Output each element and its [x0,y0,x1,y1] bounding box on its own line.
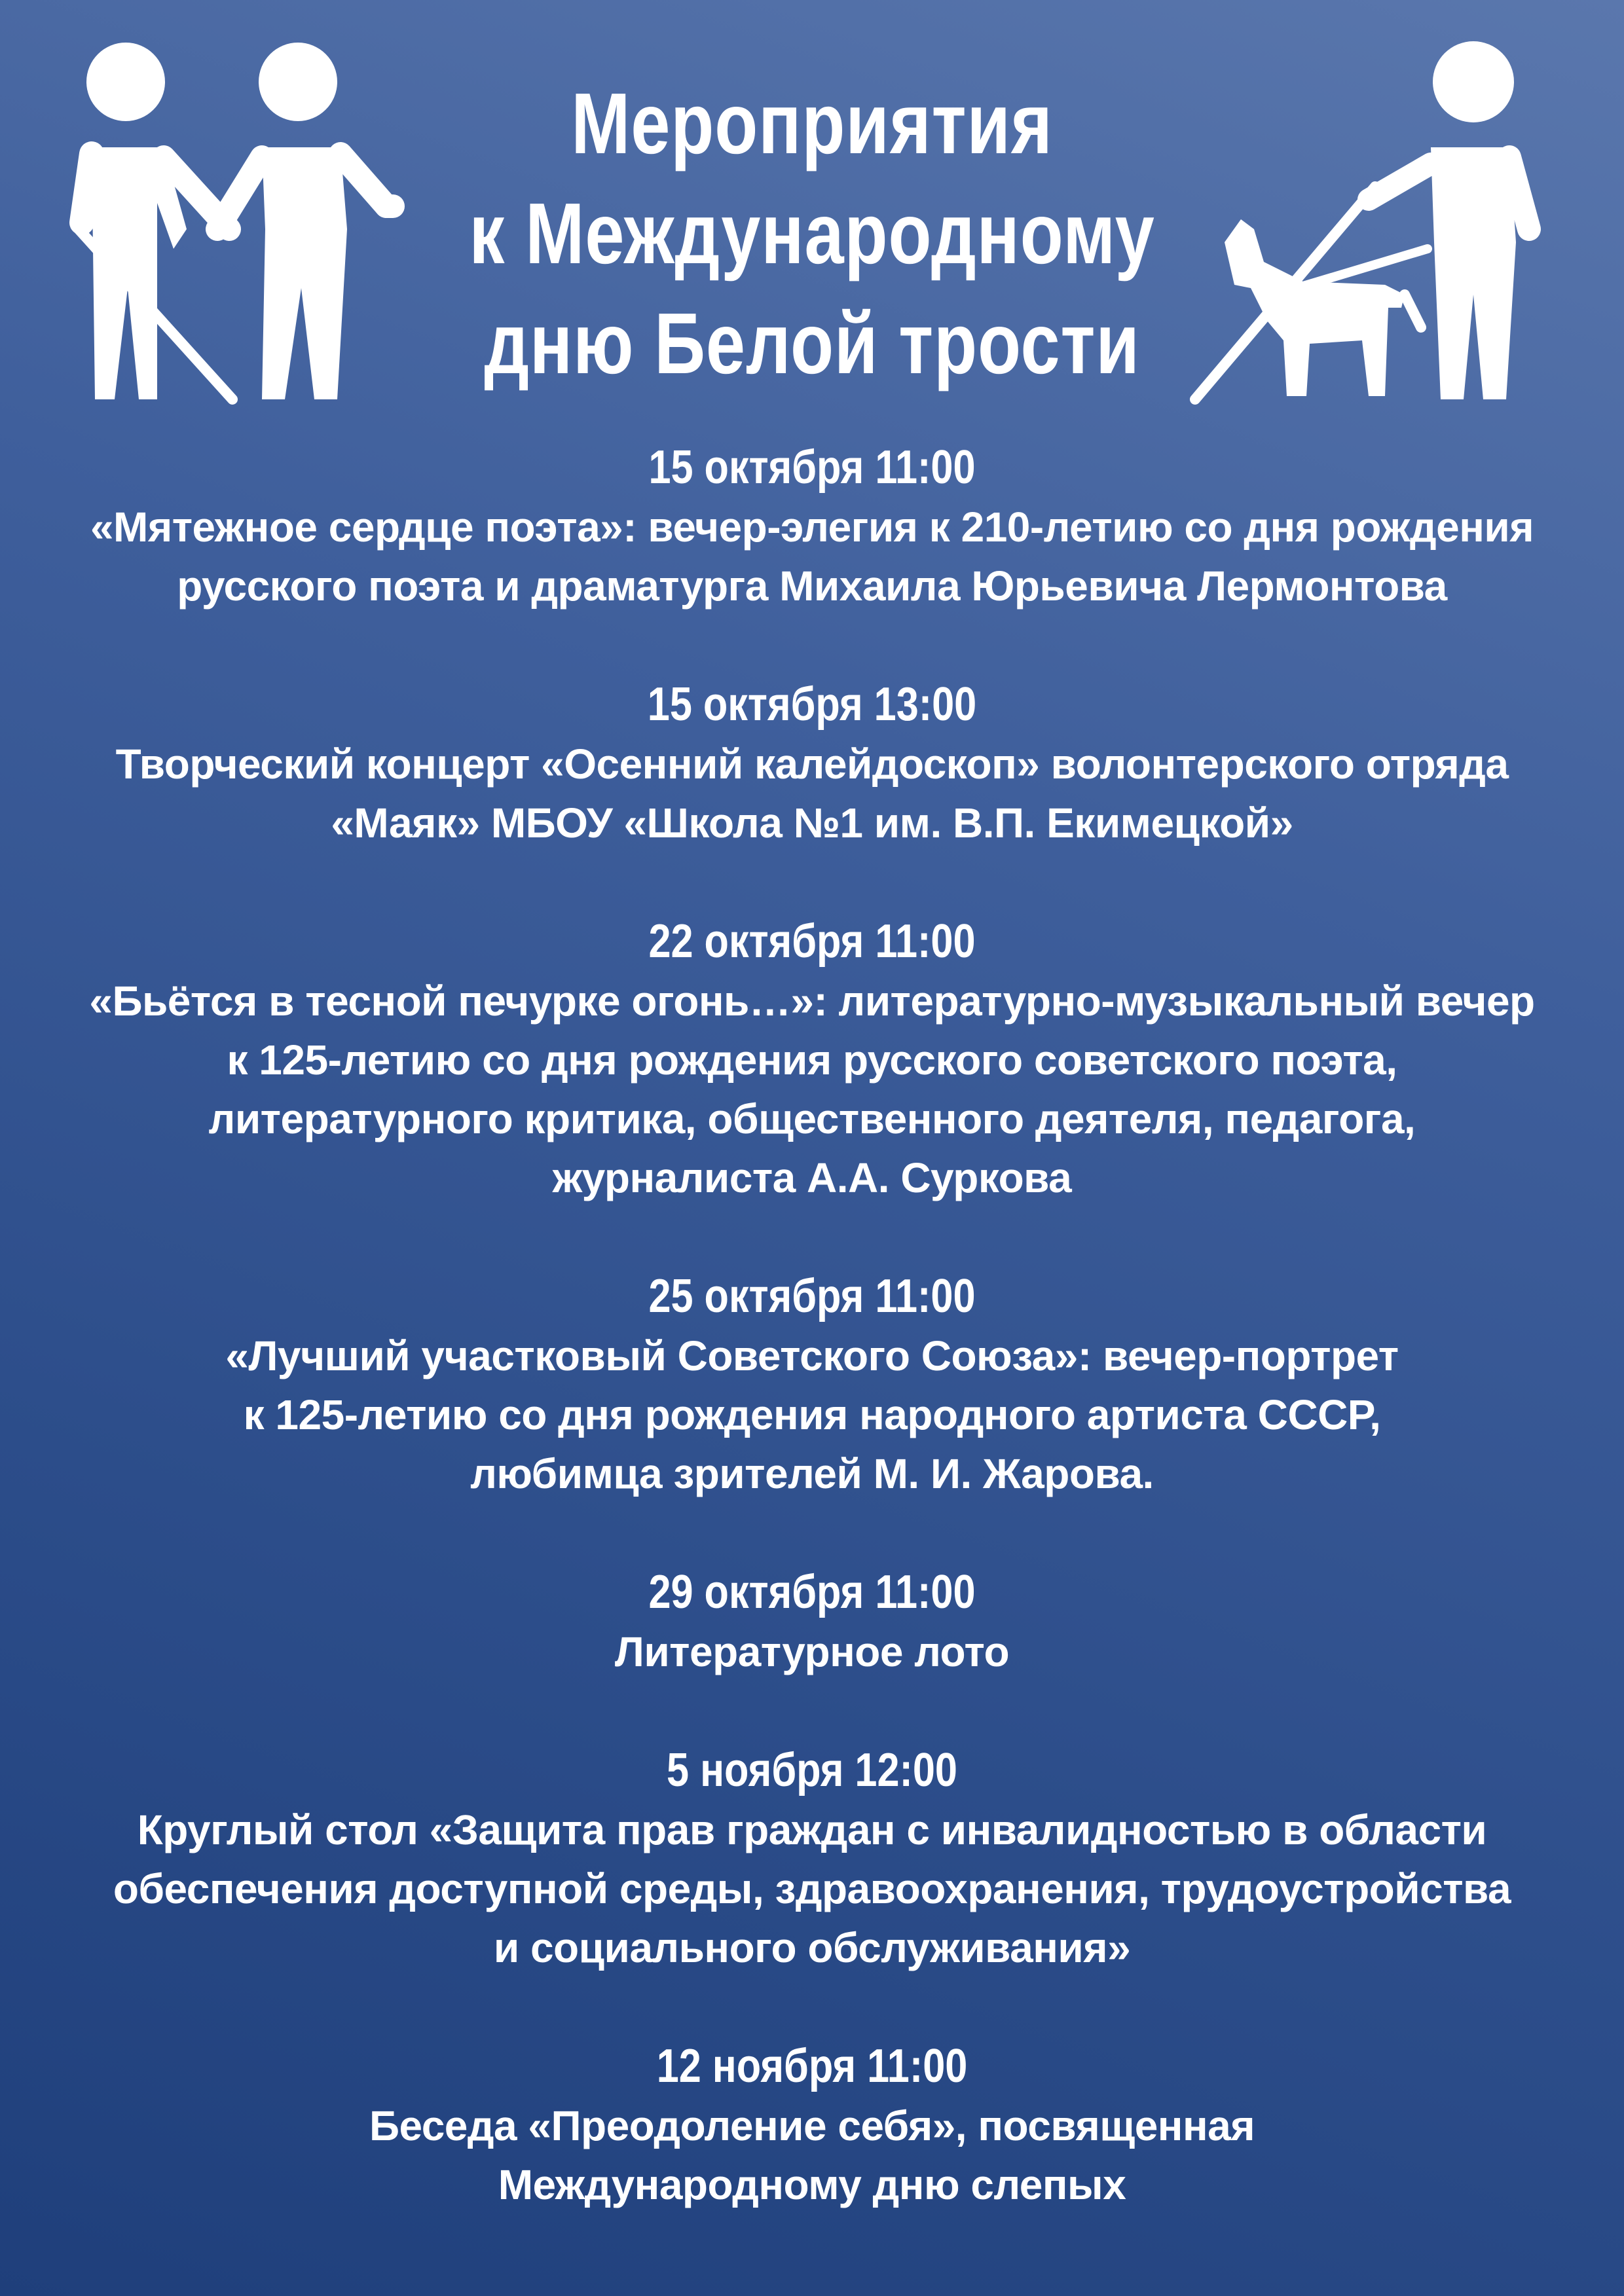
event-description-line: и социального обслуживания» [493,1924,1131,1971]
event-description-line: литературного критика, общественного деятеля, педагога, [208,1095,1416,1142]
event-description-line: Творческий концерт «Осенний калейдоскоп» волонтерского отряда [115,740,1509,788]
event-description [52,498,1572,615]
events-list [52,437,1572,2273]
event-description [52,2096,1572,2214]
event-description-line: к 125-летию со дня рождения народного артиста СССР, [243,1391,1381,1438]
blind-person-with-guide-icon [65,33,406,412]
event-description-line: Международному дню слепых [498,2161,1126,2208]
page-title [468,69,1156,399]
event-date: 22 октября 11:00 [648,915,976,968]
event-description [52,1622,1572,1681]
event-description-line: Литературное лото [614,1628,1010,1675]
event-date: 15 октября 11:00 [648,441,976,494]
event-item [52,1562,1572,1681]
event-description-line: «Маяк» МБОУ «Школа №1 им. В.П. Екимецкой» [331,799,1293,847]
event-description-line: Беседа «Преодоление себя», посвященная [369,2102,1255,2149]
event-date: 15 октября 13:00 [647,678,977,731]
event-item [52,674,1572,852]
event-item [52,437,1572,615]
event-description-line: журналиста А.А. Суркова [552,1154,1072,1201]
event-date: 12 ноября 11:00 [656,2040,968,2092]
event-description [52,972,1572,1207]
event-description-line: русского поэта и драматурга Михаила Юрьевича Лермонтова [177,562,1447,610]
event-description [52,735,1572,852]
event-description-line: любимца зрителей М. И. Жарова. [470,1450,1154,1497]
event-description [52,1326,1572,1503]
event-item [52,1740,1572,1977]
event-description-line: обеспечения доступной среды, здравоохранения, трудоустройства [113,1865,1511,1912]
event-date: 5 ноября 12:00 [667,1744,957,1796]
event-item [52,1266,1572,1503]
title-line: Мероприятия [571,75,1053,172]
blind-person-with-guide-dog-icon [1179,33,1559,412]
event-description [52,1800,1572,1977]
event-item [52,911,1572,1207]
event-description-line: к 125-летию со дня рождения русского советского поэта, [227,1036,1397,1084]
event-date: 25 октября 11:00 [648,1270,976,1322]
event-item [52,2036,1572,2214]
title-line: к Международному [469,185,1155,282]
event-description-line: «Мятежное сердце поэта»: вечер-элегия к 210-летию со дня рождения [90,503,1534,551]
event-description-line: «Бьётся в тесной печурке огонь…»: литературно-музыкальный вечер [89,977,1535,1025]
title-line: дню Белой трости [484,295,1140,392]
event-description-line: «Лучший участковый Советского Союза»: вечер-портрет [225,1332,1399,1379]
event-date: 29 октября 11:00 [648,1566,976,1618]
event-description-line: Круглый стол «Защита прав граждан с инвалидностью в области [137,1806,1487,1853]
